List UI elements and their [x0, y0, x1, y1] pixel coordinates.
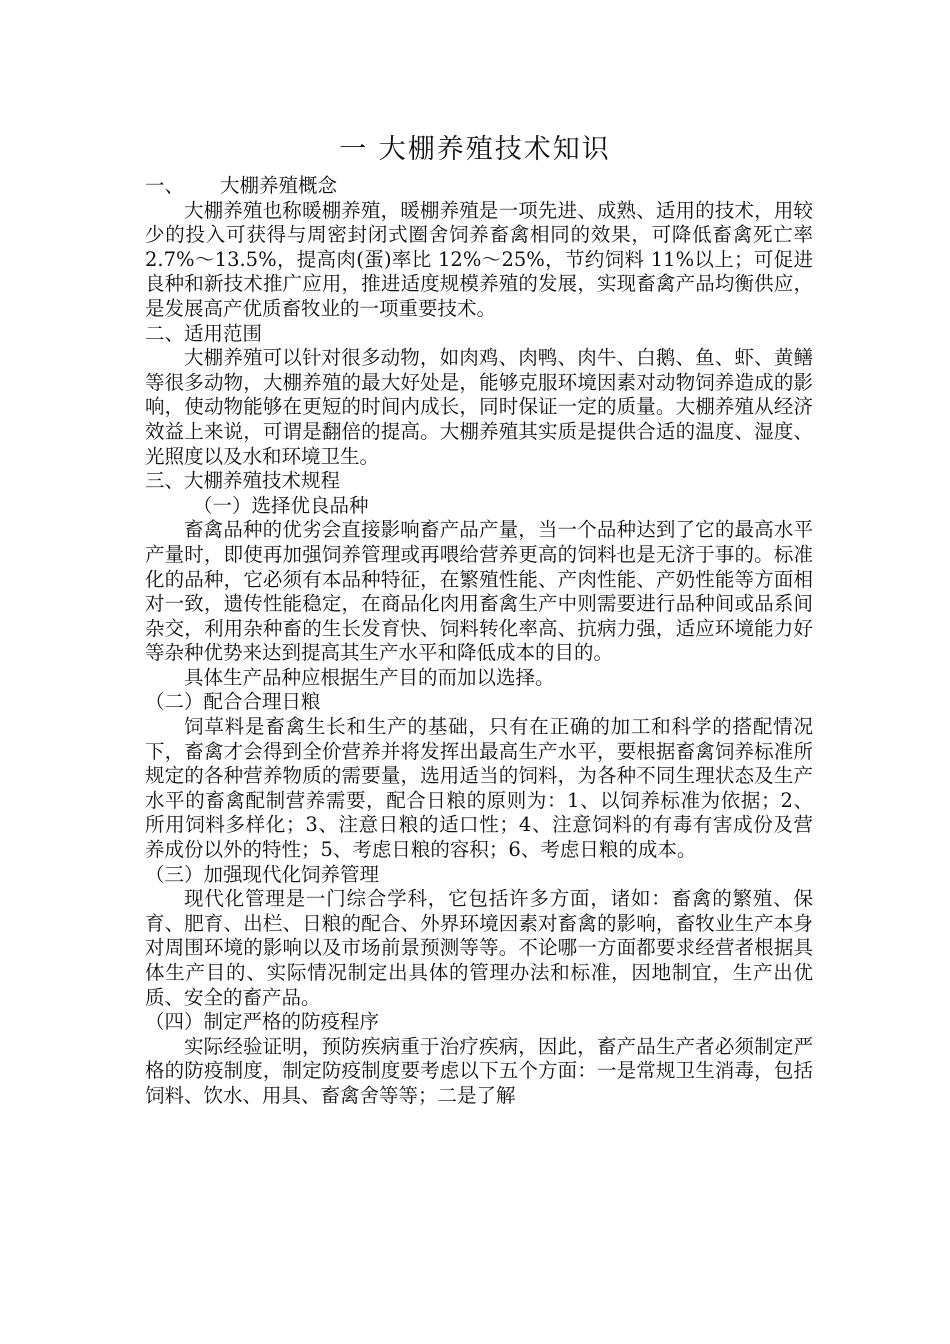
section-heading-3: 三、大棚养殖技术规程 — [145, 469, 341, 493]
subsection-heading-2: （二）配合合理日粮 — [145, 690, 321, 714]
paragraph: 现代化管理是一门综合学科，它包括许多方面，诸如：畜禽的繁殖、保育、肥育、出栏、日粮的配合、外界环境因素对畜禽的影响，畜牧业生产本身对周围环境的影响以及市场前景预测等等。不论哪一方面都要求经营者根据具体生产目的、实际情况制定出具体的管理办法和标准，因地制宜，生产出优质、安全的畜产品。 — [145, 887, 813, 1009]
section-number: 一、 — [145, 174, 185, 197]
subsection-heading-1: （一）选择优良品种 — [193, 493, 369, 517]
section-heading-2: 二、适用范围 — [145, 321, 263, 345]
document-body — [145, 174, 813, 1109]
section-heading-1 — [145, 174, 813, 199]
paragraph: 实际经验证明，预防疾病重于治疗疾病，因此，畜产品生产者必须制定严格的防疫制度，制定防疫制度要考虑以下五个方面：一是常规卫生消毒，包括饲料、饮水、用具、畜禽舍等等；二是了解 — [145, 1034, 813, 1107]
subsection-heading-4: （四）制定严格的防疫程序 — [145, 1010, 380, 1034]
document-title: 一 大棚养殖技术知识 — [339, 134, 611, 165]
paragraph: 饲草料是畜禽生长和生产的基础，只有在正确的加工和科学的搭配情况下，畜禽才会得到全价营养并将发挥出最高生产水平，要根据畜禽饲养标准所规定的各种营养物质的需要量，选用适当的饲料，为各种不同生理状态及生产水平的畜禽配制营养需要，配合日粮的原则为：1、以饲养标准为依据；2、所用饲料多样化；3、注意日粮的适口性；4、注意饲料的有毒有害成份及营养成份以外的特性；5、考虑日粮的容积；6、考虑日粮的成本。 — [145, 715, 813, 862]
paragraph: 具体生产品种应根据生产目的而加以选择。 — [184, 665, 555, 689]
subsection-heading-3: （三）加强现代化饲养管理 — [145, 862, 380, 886]
section-title: 大棚养殖概念 — [220, 174, 338, 197]
paragraph: 畜禽品种的优劣会直接影响畜产品产量，当一个品种达到了它的最高水平产量时，即使再加强饲养管理或再喂给营养更高的饲料也是无济于事的。标准化的品种，它必须有本品种特征，在繁殖性能、产肉性能、产奶性能等方面相对一致，遗传性能稳定，在商品化肉用畜禽生产中则需要进行品种间或品系间杂交，利用杂种畜的生长发育快、饲料转化率高、抗病力强，适应环境能力好等杂种优势来达到提高其生产水平和降低成本的目的。 — [145, 518, 813, 665]
paragraph: 大棚养殖可以针对很多动物，如肉鸡、肉鸭、肉牛、白鹅、鱼、虾、黄鳝等很多动物，大棚养殖的最大好处是，能够克服环境因素对动物饲养造成的影响，使动物能够在更短的时间内成长，同时保证一定的质量。大棚养殖从经济效益上来说，可谓是翻倍的提高。大棚养殖其实质是提供合适的温度、湿度、光照度以及水和环境卫生。 — [145, 346, 813, 468]
paragraph: 大棚养殖也称暖棚养殖，暖棚养殖是一项先进、成熟、适用的技术，用较少的投入可获得与周密封闭式圈舍饲养畜禽相同的效果，可降低畜禽死亡率 2.7%～13.5%，提高肉(蛋)率比 12%～25%，节约饲料 11%以上；可促进良种和新技术推广应用，推进适度规模养殖的发展，实现畜禽产品均衡供应，是发展高产优质畜牧业的一项重要技术。 — [145, 198, 813, 320]
